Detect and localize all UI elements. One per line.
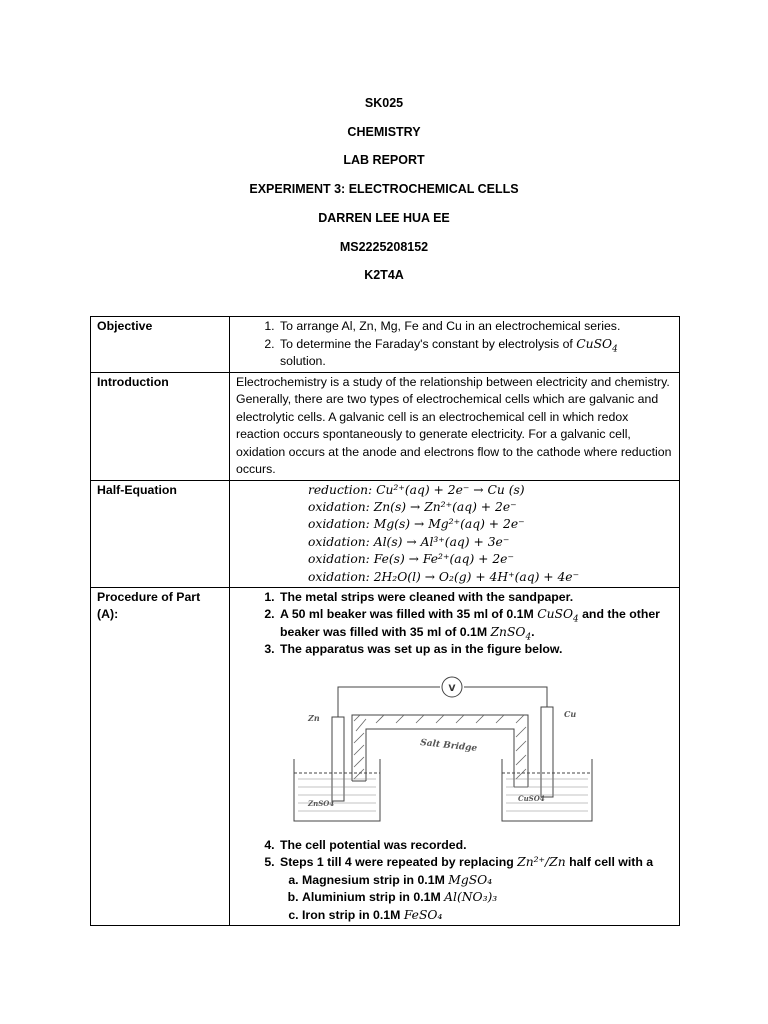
salt-bridge-label: Salt Bridge xyxy=(419,737,478,754)
subject-title: CHEMISTRY xyxy=(347,125,421,139)
half-equation-label: Half-Equation xyxy=(91,480,230,587)
zinc-solution-label: ZnSO4 xyxy=(308,798,335,808)
electrochemical-cell-diagram xyxy=(280,661,625,837)
objective-item-1: 1. To arrange Al, Zn, Mg, Fe and Cu in an electrochemical series. xyxy=(278,318,673,336)
procedure-step-1: 1. The metal strips were cleaned with the sandpaper. xyxy=(278,589,673,607)
procedure-step-4: 4. The cell potential was recorded. xyxy=(278,837,673,855)
objective-label: Objective xyxy=(91,317,230,373)
copper-solution-label: CuSO4 xyxy=(518,793,545,803)
introduction-row xyxy=(91,372,680,480)
student-name: DARREN LEE HUA EE xyxy=(318,211,450,225)
copper-electrode-label: Cu xyxy=(564,708,577,719)
equation-5: oxidation: Fe(s) → Fe²⁺(aq) + 2e⁻ xyxy=(308,552,514,567)
half-equation-content xyxy=(230,480,680,587)
procedure-label: Procedure of Part (A): xyxy=(91,587,230,926)
equation-3: oxidation: Mg(s) → Mg²⁺(aq) + 2e⁻ xyxy=(308,517,525,532)
objective-item-2: 2. To determine the Faraday's constant by electrolysis of CuSO$_4$ solution. xyxy=(278,336,673,371)
procedure-step-2: 2. A 50 ml beaker was filled with 35 ml of 0.1M CuSO$_4$ and the other beaker was filled with 35 ml of 0.1M ZnSO$_4$. xyxy=(278,606,673,641)
lab-report-table xyxy=(90,316,680,926)
equation-1: reduction: Cu²⁺(aq) + 2e⁻ → Cu (s) xyxy=(308,482,525,497)
objective-row xyxy=(91,317,680,373)
procedure-step-5: 5. Steps 1 till 4 were repeated by replacing Zn²⁺/Zn half cell with a a. Magnesium strip in 0.1M MgSO₄ b. Aluminium strip in 0.1M Al(NO₃)₃ c. Iron strip in 0.1M FeSO₄ xyxy=(278,854,673,924)
procedure-row xyxy=(91,587,680,926)
procedure-content xyxy=(230,587,680,926)
introduction-text: Electrochemistry is a study of the relationship between electricity and chemistry. Generally, there are two types of electrochemical cells which are galvanic and electrolytic cells. A galvanic cell is an electrochemical cell in which redox reaction occurs spontaneously to generate electricity. For a galvanic cell, oxidation occurs at the anode and electrons flow to the cathode where reduction occurs. xyxy=(230,372,680,480)
class-code: K2T4A xyxy=(364,268,404,282)
procedure-substep-a: a. Magnesium strip in 0.1M MgSO₄ xyxy=(302,872,673,890)
equation-4: oxidation: Al(s) → Al³⁺(aq) + 3e⁻ xyxy=(308,534,510,549)
equation-2: oxidation: Zn(s) → Zn²⁺(aq) + 2e⁻ xyxy=(308,499,517,514)
experiment-title: EXPERIMENT 3: ELECTROCHEMICAL CELLS xyxy=(249,182,519,196)
introduction-label: Introduction xyxy=(91,372,230,480)
matric-number: MS2225208152 xyxy=(339,240,429,254)
procedure-substep-c: c. Iron strip in 0.1M FeSO₄ xyxy=(302,907,673,925)
procedure-substep-b: b. Aluminium strip in 0.1M Al(NO₃)₃ xyxy=(302,889,673,907)
half-equation-row xyxy=(91,480,680,587)
equation-6: oxidation: 2H₂O(l) → O₂(g) + 4H⁺(aq) + 4e⁻ xyxy=(308,569,580,584)
objective-content xyxy=(230,317,680,373)
voltmeter-label: V xyxy=(448,683,456,694)
course-code: SK025 xyxy=(364,96,404,110)
document-type: LAB REPORT xyxy=(343,153,425,167)
zinc-electrode-label: Zn xyxy=(308,712,320,723)
procedure-step-3: 3. The apparatus was set up as in the figure below. xyxy=(278,641,673,659)
